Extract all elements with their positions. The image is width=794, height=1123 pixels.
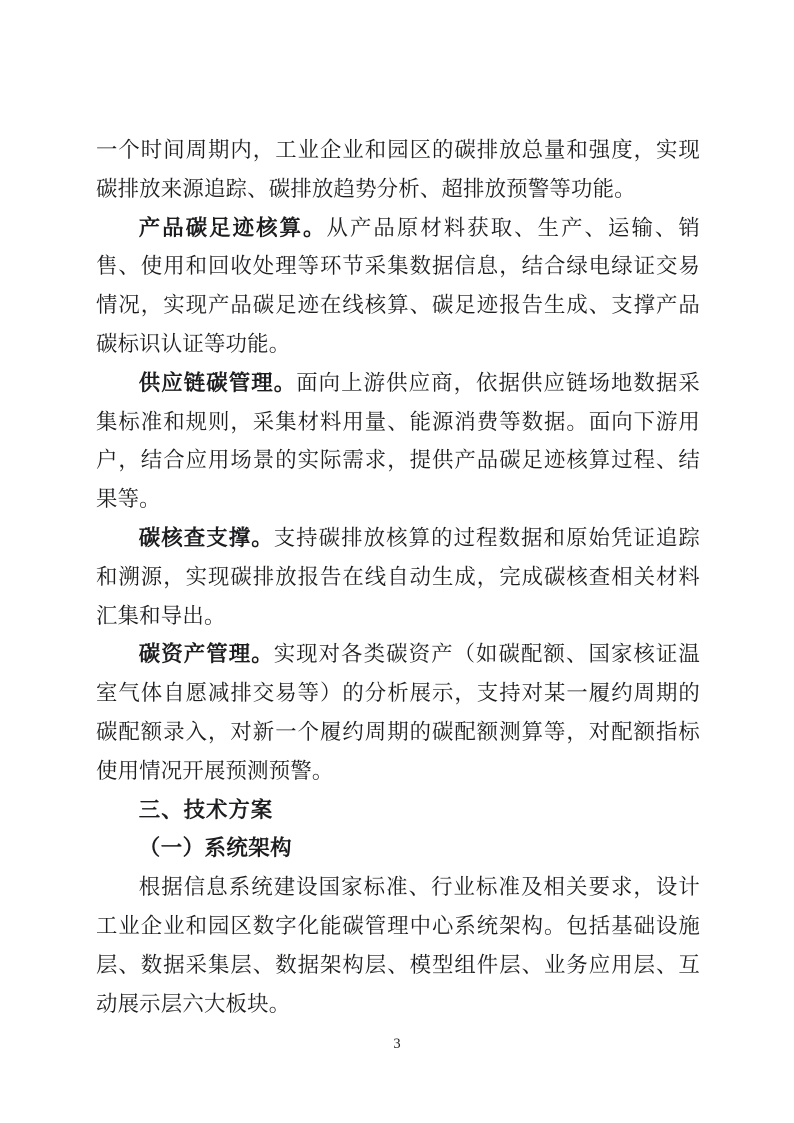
- paragraph-carbon-verification: [96, 519, 700, 635]
- paragraph-lead-carbon-asset-management: 碳资产管理。: [138, 642, 274, 667]
- heading-technical-plan: 三、技术方案: [138, 797, 274, 822]
- paragraph-lead-product-carbon-footprint: 产品碳足迹核算。: [138, 215, 327, 240]
- page-number: 3: [393, 1036, 401, 1052]
- paragraph-body-product-carbon-footprint: 从产品原材料获取、生产、运输、销售、使用和回收处理等环节采集数据信息，结合绿电绿证交易情况，实现产品碳足迹在线核算、碳足迹报告生成、支撑产品碳标识认证等功能。: [96, 215, 700, 356]
- document-content: [96, 131, 700, 1023]
- paragraph-body-supply-chain-carbon: 面向上游供应商，依据供应链场地数据采集标准和规则，采集材料用量、能源消费等数据。面向下游用户，结合应用场景的实际需求，提供产品碳足迹核算过程、结果等。: [96, 370, 700, 512]
- paragraph-continuation: 一个时间周期内，工业企业和园区的碳排放总量和强度，实现碳排放来源追踪、碳排放趋势分析、超排放预警等功能。: [96, 138, 700, 201]
- paragraph-system-architecture-description: 根据信息系统建设国家标准、行业标准及相关要求，设计工业企业和园区数字化能碳管理中心系统架构。包括基础设施层、数据采集层、数据架构层、模型组件层、业务应用层、互动展示层六大板块。: [96, 875, 700, 1016]
- paragraph-lead-carbon-verification: 碳核查支撑。: [138, 525, 274, 550]
- paragraph-carbon-asset-management: [96, 635, 700, 790]
- paragraph-lead-supply-chain-carbon: 供应链碳管理。: [138, 370, 297, 395]
- paragraph-body-carbon-asset-management: 实现对各类碳资产（如碳配额、国家核证温室气体自愿减排交易等）的分析展示，支持对某一履约周期的碳配额录入，对新一个履约周期的碳配额测算等，对配额指标使用情况开展预测预警。: [96, 642, 700, 783]
- heading-system-architecture: （一）系统架构: [138, 836, 293, 861]
- paragraph-product-carbon-footprint: [96, 209, 700, 364]
- paragraph-supply-chain-carbon: [96, 364, 700, 519]
- paragraph-body-carbon-verification: 支持碳排放核算的过程数据和原始凭证追踪和溯源，实现碳排放报告在线自动生成，完成碳核查相关材料汇集和导出。: [96, 525, 700, 628]
